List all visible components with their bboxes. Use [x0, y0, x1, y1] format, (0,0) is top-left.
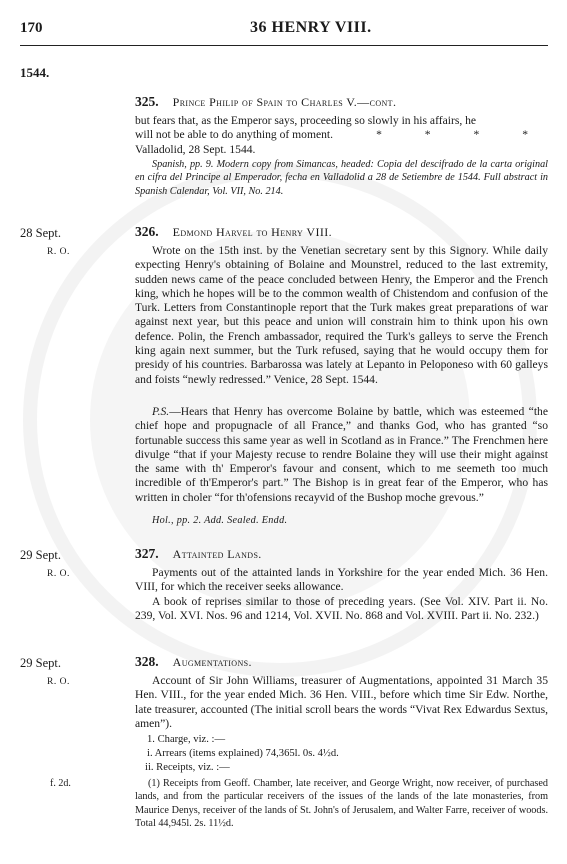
entry-326-postscript [135, 405, 548, 505]
entry-325-line-3: Valladolid, 28 Sept. 1544. [135, 142, 256, 156]
entry-328-body: Account of Sir John Williams, treasurer of Augmentations, appointed 31 March 35 Hen. VIII., for the year ended Mich. 36 Hen. VIII., before which time Sir Edw. Northe, late treasurer, accounted (The initial scroll bears the words “Vivat Rex Edwardus Sextus, amen”). [135, 674, 548, 730]
list-item-charge: 1. Charge, viz. :— [147, 734, 226, 745]
entry-325-line-2-row [135, 128, 548, 142]
ps-text: —Hears that Henry has overcome Bolaine by battle, which was esteemed “the chief hope and propugnacle of all France,” and thanks God, who has granted “so fortunable success this same year as well in Scotland as in France.” The Frenchmen here divulge “that if your Majesty recuse to rendre Bolaine they will use their might against the same with th' Emperor's favour and consent, which to me seemeth too much incredible of th'Emperor's part.” The Bishop is in great fear of the Emperor, who has written in choler “for th'ofensions recayvid of the Bushop moche grevous.” [135, 405, 548, 504]
entry-328-heading [135, 654, 252, 670]
entry-325-title: Prince Philip of Spain to Charles V.—cont. [172, 95, 397, 109]
omission-stars: * * * * [376, 128, 548, 142]
entry-326-number: 326. [135, 224, 159, 239]
entry-326-footer: Hol., pp. 2. Add. Sealed. Endd. [152, 515, 288, 526]
entry-327-body-1: Payments out of the attainted lands in Yorkshire for the year ended Mich. 36 Hen. VIII, for which the receiver seeks allowance. [135, 566, 548, 594]
entry-327-source: R. O. [47, 569, 70, 579]
year-label: 1544. [20, 65, 50, 80]
entry-326-source: R. O. [47, 247, 70, 257]
entry-325-note: Spanish, pp. 9. Modern copy from Simancas, headed: Copia del descifrado de la carta original en cifra del Principe al Emperador, fecha en Valladolid a 28 de Setiembre de 1544. Full abstract in Spanish Calendar, Vol. VII, No. 214. [135, 159, 548, 197]
entry-325-line-2: will not be able to do anything of moment. [135, 128, 334, 142]
entry-325-number: 325. [135, 94, 159, 109]
header-rule [20, 45, 548, 46]
entry-326-heading [135, 224, 332, 240]
entry-326-body: Wrote on the 15th inst. by the Venetian secretary sent by this Signory. While daily expecting Henry's obtaining of Bolaine and Mounstrel, reduced to the last extremity, sudden news came of the peace concluded between Henry, the Emperor and the French king, which he hopes will be to the common wealth of Chistendom and confusion of the Turk. Letters from Constantinople report that the Turk makes great preparations of war against next year, but this peace and union will constrain him to think upon his own defence. Polin, the French ambassador, required the Turk's galleys to serve the French king again next summer, but the Turk refused, saying that he would occupy them for presidy of his countries. Barbarossa was lately at Lepanto in Peloponeso with 60 galleys and foists “newly redressed.” Venice, 28 Sept. 1544. [135, 244, 548, 386]
entry-327-date: 29 Sept. [20, 548, 61, 562]
entry-328-source: R. O. [47, 677, 70, 687]
entry-328-receipts: (1) Receipts from Geoff. Chamber, late receiver, and George Wright, now receiver, of purchased lands, and from the particular receivers of the issues of the lands of the late monasteries, from Maurice Denys, receiver of the lands of St. John's of Jerusalem, and Walter Farre, receiver of woods. Total 44,945l. 2s. 11½d. [135, 778, 548, 830]
list-item-receipts: ii. Receipts, viz. :— [145, 762, 230, 773]
entry-327-number: 327. [135, 546, 159, 561]
page-number: 170 [20, 20, 43, 36]
entry-328-date: 29 Sept. [20, 656, 61, 670]
entry-327-body-2: A book of reprises similar to those of preceding years. (See Vol. XIV. Part ii. No. 239, Vol. XVI. Nos. 96 and 1214, Vol. XVII. No. 868 and Vol. XVIII. Part ii. No. 232.) [135, 595, 548, 623]
list-item-arrears: i. Arrears (items explained) 74,365l. 0s. 4½d. [147, 748, 339, 759]
ps-label: P.S. [152, 405, 170, 418]
entry-326-date: 28 Sept. [20, 226, 61, 240]
entry-328-title: Augmentations. [172, 655, 252, 669]
entry-325-body [135, 114, 548, 157]
entry-326-title: Edmond Harvel to Henry VIII. [172, 225, 333, 239]
entry-328-number: 328. [135, 654, 159, 669]
entry-325-heading [135, 94, 396, 110]
entry-325-line-1: but fears that, as the Emperor says, proceeding so slowly in his affairs, he [135, 114, 477, 127]
entry-327-title: Attainted Lands. [172, 547, 262, 561]
running-head: 36 HENRY VIII. [250, 19, 372, 36]
entry-327-heading [135, 546, 262, 562]
margin-folio-note: f. 2d. [50, 778, 71, 789]
